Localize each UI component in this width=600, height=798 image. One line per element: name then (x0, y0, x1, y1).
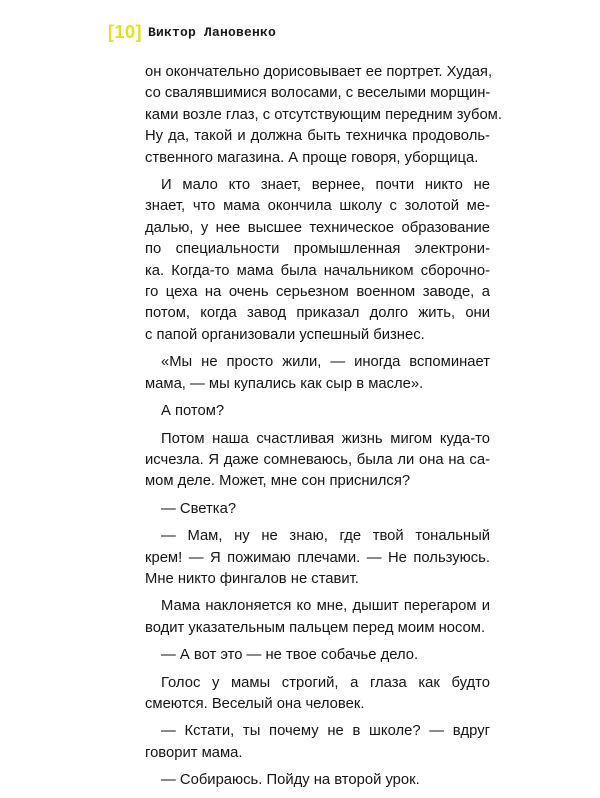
text-line: мама, — мы купались как сыр в масле». (145, 375, 424, 392)
text-line: ственного магазина. А проще говоря, уборщица. (145, 149, 479, 166)
text-line: потом, когда завод приказал долго жить, они (145, 305, 490, 322)
paragraph (145, 62, 502, 169)
text-line: смеются. Веселый она человек. (145, 695, 365, 712)
text-line: знает, что мама окончила школу с золотой ме- (145, 198, 490, 215)
paragraph (145, 499, 490, 520)
text-line: водит указательным пальцем перед моим носом. (145, 619, 486, 636)
paragraph (145, 770, 490, 791)
text-line: го цеха на очень серьезном военном заводе, а (145, 284, 490, 301)
text-line: «Мы не просто жили, — иногда вспоминает (161, 354, 490, 371)
text-line: Ну да, такой и должна быть техничка продоволь- (145, 128, 490, 145)
paragraph (145, 526, 490, 590)
running-header (108, 22, 276, 43)
page-number: [10] (108, 22, 143, 42)
paragraph (145, 401, 490, 422)
text-line: мом деле. Может, мне сон приснился? (145, 473, 411, 490)
text-line: — Мам, ну не знаю, где твой тональный (161, 528, 490, 545)
text-line: — Светка? (161, 500, 237, 517)
paragraph (145, 352, 490, 395)
text-line: по специальности промышленная электрони- (145, 241, 490, 258)
paragraph (145, 645, 490, 666)
author-name: Виктор Лановенко (148, 25, 277, 40)
text-line: с папой организовали успешный бизнес. (145, 326, 425, 343)
text-line: исчезла. Я даже сомневаюсь, была ли она на са- (145, 451, 490, 468)
paragraph (145, 175, 490, 346)
text-line: Голос у мамы строгий, а глаза как будто (161, 674, 490, 691)
paragraph (145, 596, 490, 639)
text-line: говорит мама. (145, 744, 243, 761)
paragraph (145, 721, 490, 764)
text-line: Потом наша счастливая жизнь мигом куда-то (161, 430, 490, 447)
text-line: А потом? (161, 403, 225, 420)
paragraph (145, 429, 490, 493)
paragraph (145, 673, 490, 716)
text-line: крем! — Я пожимаю плечами. — Не пользуюсь. (145, 549, 490, 566)
text-line: со свалявшимися волосами, с веселыми морщин- (145, 85, 491, 102)
body-text (145, 62, 502, 798)
text-line: Мне никто фингалов не ставит. (145, 570, 359, 587)
text-line: — А вот это — не твое собачье дело. (161, 647, 419, 664)
text-line: — Кстати, ты почему не в школе? — вдруг (161, 723, 490, 740)
text-line: И мало кто знает, вернее, почти никто не (161, 177, 490, 194)
text-line: он окончательно дорисовывает ее портрет. Худая, (145, 64, 493, 80)
text-line: ка. Когда-то мама была начальником сборочно- (145, 262, 490, 279)
text-line: далью, у нее высшее техническое образование (145, 219, 490, 236)
text-line: ками возле глаз, с отсутствующим передним зубом. (145, 106, 502, 123)
text-line: Мама наклоняется ко мне, дышит перегаром и (161, 598, 490, 615)
text-line: — Собираюсь. Пойду на второй урок. (161, 772, 420, 789)
